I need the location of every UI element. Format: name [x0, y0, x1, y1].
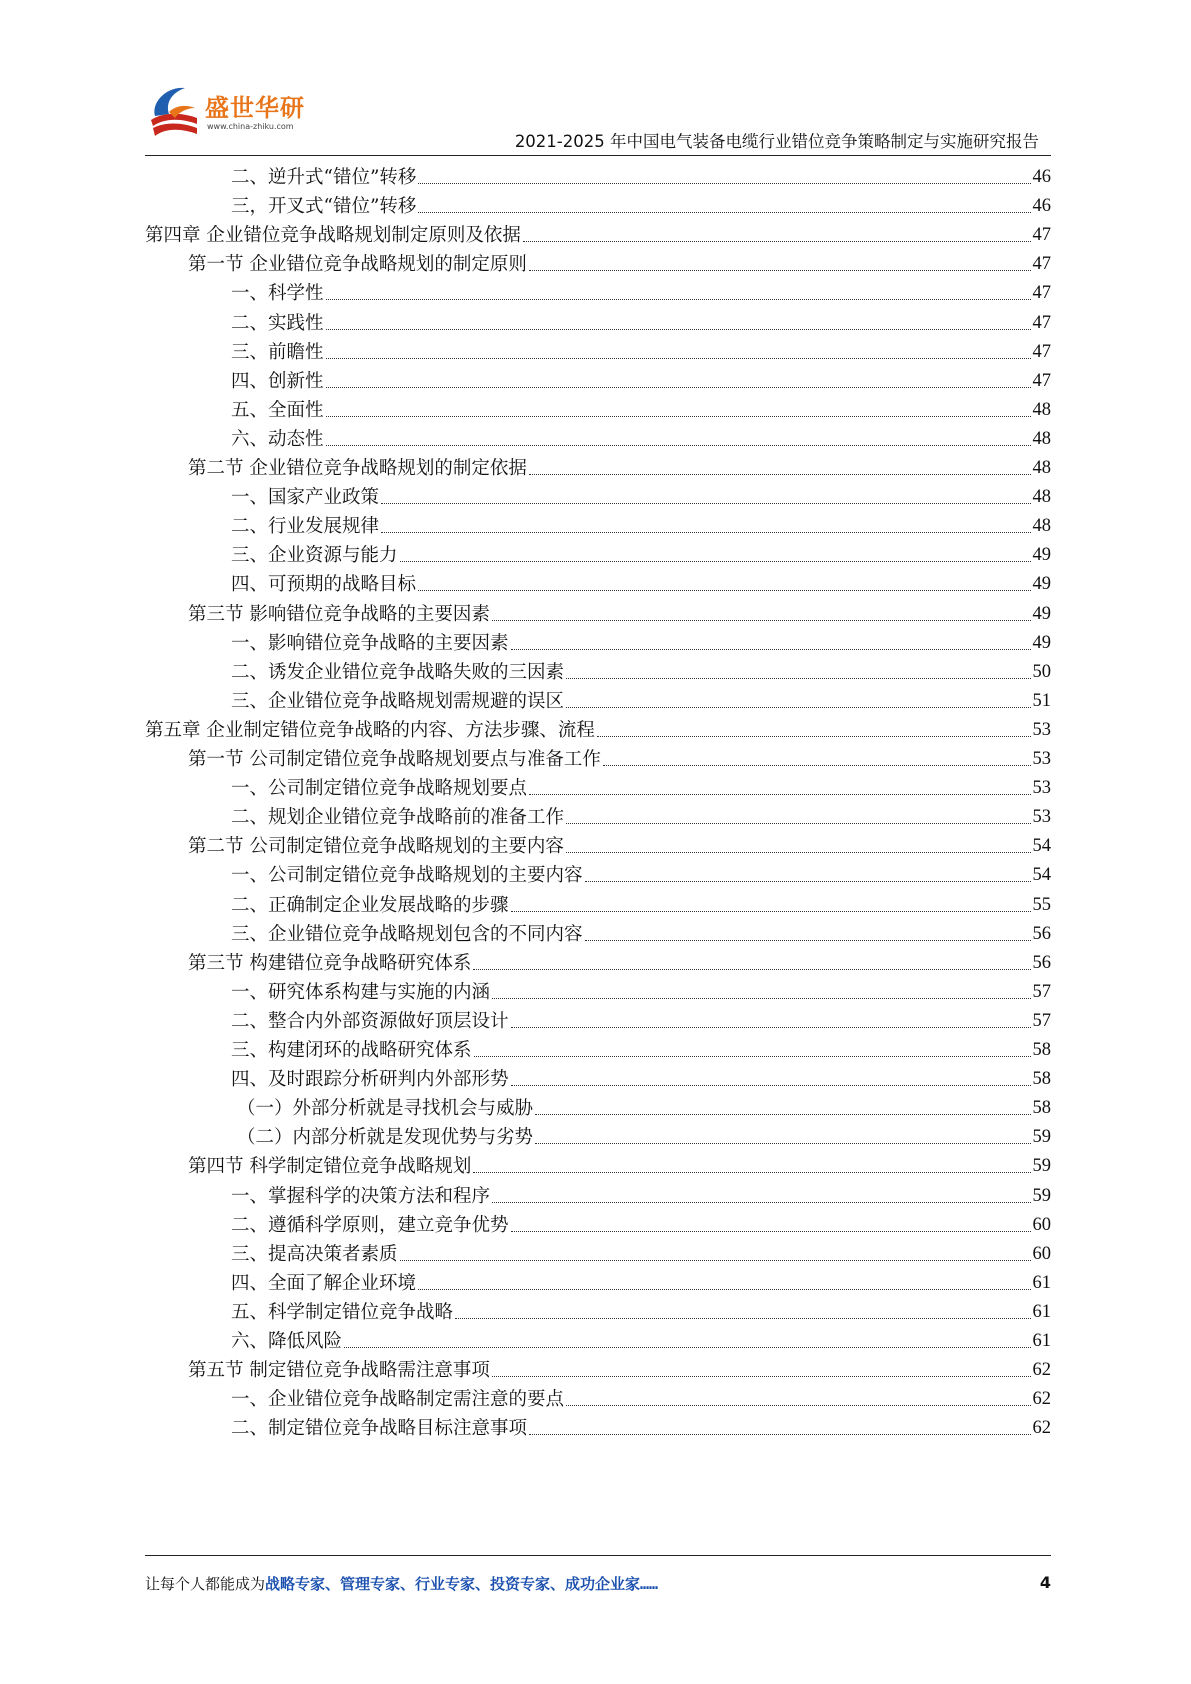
toc-entry[interactable]: [231, 482, 1051, 513]
toc-entry[interactable]: [231, 802, 1051, 833]
toc-entry-title: 第四节 科学制定错位竞争战略规划: [188, 1156, 472, 1178]
toc-entry[interactable]: [231, 424, 1051, 455]
toc-dot-leader: [511, 1231, 1031, 1232]
toc-entry[interactable]: [231, 860, 1051, 891]
toc-dot-leader: [529, 474, 1031, 475]
toc-entry-title: 四、及时跟踪分析研判内外部形势: [231, 1069, 509, 1091]
toc-entry-page: 48: [1032, 487, 1051, 508]
toc-entry-page: 62: [1032, 1360, 1051, 1381]
toc-entry-page: 48: [1032, 399, 1051, 420]
toc-entry-title: 三、企业资源与能力: [231, 545, 398, 567]
toc-entry[interactable]: [231, 1413, 1051, 1444]
toc-entry-page: 60: [1032, 1243, 1051, 1264]
toc-entry-page: 59: [1032, 1127, 1051, 1148]
page-number: 4: [1039, 1573, 1051, 1592]
toc-entry-page: 56: [1032, 952, 1051, 973]
toc-entry[interactable]: [231, 1210, 1051, 1241]
toc-dot-leader: [566, 823, 1030, 824]
toc-entry[interactable]: [231, 1326, 1051, 1357]
toc-entry-page: 49: [1032, 603, 1051, 624]
toc-entry[interactable]: [231, 686, 1051, 717]
toc-entry-title: 第五章 企业制定错位竞争战略的内容、方法步骤、流程: [145, 719, 595, 741]
toc-dot-leader: [455, 1318, 1030, 1319]
toc-entry-title: 一、公司制定错位竞争战略规划要点: [231, 778, 528, 800]
toc-entry[interactable]: [231, 162, 1051, 193]
toc-dot-leader: [511, 1027, 1031, 1028]
toc-entry-page: 48: [1032, 516, 1051, 537]
toc-entry[interactable]: [188, 1355, 1051, 1386]
toc-dot-leader: [535, 1114, 1030, 1115]
toc-dot-leader: [585, 940, 1031, 941]
toc-dot-leader: [326, 416, 1031, 417]
toc-entry-page: 48: [1032, 458, 1051, 478]
toc-entry-page: 51: [1032, 690, 1051, 711]
toc-entry[interactable]: [231, 278, 1051, 309]
toc-entry-page: 53: [1032, 749, 1051, 769]
toc-entry[interactable]: [188, 831, 1051, 862]
toc-entry-title: 第二节 企业错位竞争战略规划的制定依据: [188, 458, 527, 479]
toc-entry-title: 四、全面了解企业环境: [231, 1272, 417, 1294]
toc-entry-title: 二、整合内外部资源做好顶层设计: [231, 1010, 509, 1032]
toc-entry-page: 58: [1032, 1098, 1051, 1119]
toc-entry[interactable]: [231, 628, 1051, 659]
toc-entry[interactable]: [231, 1239, 1051, 1270]
toc-entry[interactable]: [188, 948, 1051, 979]
toc-dot-leader: [326, 445, 1031, 446]
toc-entry[interactable]: [231, 657, 1051, 688]
toc-entry[interactable]: [231, 395, 1051, 426]
toc-dot-leader: [492, 1202, 1030, 1203]
toc-entry[interactable]: [231, 1006, 1051, 1037]
toc-dot-leader: [511, 649, 1031, 650]
report-title: 2021-2025 年中国电气装备电缆行业错位竞争策略制定与实施研究报告: [514, 132, 1039, 151]
toc-entry-page: 48: [1032, 428, 1051, 449]
toc-entry-title: 五、全面性: [231, 399, 324, 421]
toc-entry-page: 47: [1032, 225, 1051, 246]
toc-entry-title: 一、研究体系构建与实施的内涵: [231, 981, 491, 1003]
toc-entry-title: （二）内部分析就是发现优势与劣势: [237, 1127, 534, 1149]
toc-entry-title: 三，开叉式“错位”转移: [231, 196, 417, 218]
toc-entry-page: 58: [1032, 1069, 1051, 1090]
toc-entry-page: 47: [1032, 312, 1051, 333]
toc-dot-leader: [529, 794, 1030, 795]
toc-dot-leader: [400, 561, 1031, 562]
toc-entry[interactable]: [188, 744, 1051, 775]
toc-entry[interactable]: [188, 453, 1051, 484]
toc-entry[interactable]: [231, 1297, 1051, 1328]
toc-entry-title: 第一节 公司制定错位竞争战略规划要点与准备工作: [188, 749, 601, 770]
toc-dot-leader: [566, 1405, 1030, 1406]
toc-entry-page: 55: [1032, 894, 1051, 915]
toc-entry-page: 47: [1032, 283, 1051, 304]
toc-dot-leader: [473, 969, 1030, 970]
toc-dot-leader: [400, 1260, 1031, 1261]
footer-slogan-highlight: 战略专家、管理专家、行业专家、投资专家、成功企业家……: [265, 1575, 659, 1593]
toc-entry-title: 第五节 制定错位竞争战略需注意事项: [188, 1360, 490, 1382]
toc-entry-page: 61: [1032, 1272, 1051, 1293]
toc-entry-page: 49: [1032, 574, 1051, 595]
toc-entry-title: 一、科学性: [231, 283, 324, 305]
logo-url: www.china-zhiku.com: [207, 122, 294, 131]
toc-entry[interactable]: [231, 569, 1051, 600]
toc-entry-title: 三、构建闭环的战略研究体系: [231, 1040, 472, 1061]
header-divider: [145, 155, 1051, 156]
toc-entry-title: 二、正确制定企业发展战略的步骤: [231, 894, 509, 916]
toc-dot-leader: [585, 881, 1031, 882]
toc-entry-title: 二、制定错位竞争战略目标注意事项: [231, 1418, 528, 1440]
toc-entry-title: 六、动态性: [231, 428, 324, 450]
toc-entry-page: 49: [1032, 545, 1051, 566]
toc-dot-leader: [529, 1434, 1030, 1435]
toc-entry-title: 六、降低风险: [231, 1331, 343, 1352]
toc-dot-leader: [523, 241, 1031, 242]
toc-entry-title: 二、行业发展规律: [231, 516, 380, 538]
toc-dot-leader: [344, 1347, 1030, 1348]
toc-entry[interactable]: [231, 337, 1051, 368]
toc-entry-page: 54: [1032, 836, 1051, 857]
toc-entry-title: 第三节 影响错位竞争战略的主要因素: [188, 603, 490, 625]
toc-dot-leader: [326, 329, 1031, 330]
toc-entry-page: 61: [1032, 1301, 1051, 1322]
toc-dot-leader: [566, 852, 1031, 853]
toc-dot-leader: [381, 532, 1030, 533]
toc-dot-leader: [535, 1143, 1030, 1144]
toc-dot-leader: [511, 1085, 1031, 1086]
toc-dot-leader: [529, 270, 1031, 271]
toc-dot-leader: [418, 590, 1030, 591]
toc-entry-title: 二、诱发企业错位竞争战略失败的三因素: [231, 661, 565, 683]
toc-entry-page: 59: [1032, 1156, 1051, 1177]
footer-divider: [145, 1555, 1051, 1556]
toc-entry-title: 三、企业错位竞争战略规划包含的不同内容: [231, 923, 583, 945]
toc-entry-page: 61: [1032, 1331, 1051, 1351]
toc-entry[interactable]: [188, 599, 1051, 630]
toc-dot-leader: [566, 707, 1030, 708]
toc-entry-title: 四、创新性: [231, 370, 324, 392]
toc-entry[interactable]: [231, 191, 1051, 222]
toc-entry-page: 60: [1032, 1214, 1051, 1235]
toc-entry-page: 56: [1032, 923, 1051, 944]
toc-entry[interactable]: [237, 1093, 1051, 1124]
toc-entry-title: 一、公司制定错位竞争战略规划的主要内容: [231, 865, 583, 887]
toc-entry-page: 57: [1032, 1010, 1051, 1031]
toc-entry[interactable]: [231, 1035, 1051, 1066]
toc-entry-title: （一）外部分析就是寻找机会与威胁: [237, 1098, 534, 1120]
toc-dot-leader: [326, 299, 1031, 300]
toc-entry-title: 三、提高决策者素质: [231, 1243, 398, 1265]
toc-entry-page: 58: [1032, 1040, 1051, 1060]
toc-entry-page: 47: [1032, 370, 1051, 391]
toc-entry-page: 46: [1032, 167, 1051, 187]
toc-dot-leader: [326, 358, 1031, 359]
toc-entry-page: 53: [1032, 778, 1051, 799]
toc-entry-page: 49: [1032, 632, 1051, 653]
toc-dot-leader: [492, 998, 1030, 999]
toc-entry-title: 二、逆升式“错位”转移: [231, 167, 417, 188]
toc-entry-page: 54: [1032, 865, 1051, 886]
toc-dot-leader: [603, 765, 1031, 766]
toc-entry-page: 47: [1032, 341, 1051, 362]
toc-entry-title: 二、实践性: [231, 312, 324, 334]
toc-entry-title: 四、可预期的战略目标: [231, 574, 417, 596]
toc-dot-leader: [326, 387, 1031, 388]
logo-name: 盛世华研: [205, 94, 305, 122]
toc-entry-title: 第三节 构建错位竞争战略研究体系: [188, 952, 472, 974]
toc-entry[interactable]: [231, 1384, 1051, 1415]
toc-entry[interactable]: [231, 890, 1051, 921]
toc-entry-page: 62: [1032, 1389, 1051, 1410]
toc-dot-leader: [418, 212, 1030, 213]
toc-dot-leader: [474, 1056, 1031, 1057]
toc-entry-page: 50: [1032, 661, 1051, 682]
toc-entry-page: 57: [1032, 981, 1051, 1002]
toc-entry-title: 三、企业错位竞争战略规划需规避的误区: [231, 690, 565, 712]
toc-entry-title: 第四章 企业错位竞争战略规划制定原则及依据: [145, 225, 521, 247]
toc-dot-leader: [492, 1376, 1031, 1377]
toc-entry[interactable]: [231, 919, 1051, 950]
company-logo: [145, 82, 325, 148]
toc-entry-title: 三、前瞻性: [231, 341, 324, 363]
toc-entry-title: 五、科学制定错位竞争战略: [231, 1301, 454, 1323]
toc-dot-leader: [418, 1289, 1030, 1290]
toc-entry[interactable]: [231, 540, 1051, 571]
toc-entry[interactable]: [231, 1181, 1051, 1212]
page-footer: [145, 1573, 1051, 1603]
toc-entry[interactable]: [231, 1268, 1051, 1299]
toc-entry-page: 53: [1032, 807, 1051, 828]
toc-entry-title: 二、规划企业错位竞争战略前的准备工作: [231, 807, 565, 829]
toc-dot-leader: [492, 620, 1031, 621]
logo-mark-icon: [145, 82, 207, 144]
toc-entry[interactable]: [145, 220, 1051, 251]
toc-entry-page: 59: [1032, 1185, 1051, 1206]
toc-entry-page: 53: [1032, 719, 1051, 740]
toc-entry[interactable]: [231, 773, 1051, 804]
toc-dot-leader: [418, 183, 1030, 184]
toc-entry[interactable]: [231, 308, 1051, 339]
toc-entry[interactable]: [231, 366, 1051, 397]
toc-entry-title: 一、国家产业政策: [231, 487, 380, 509]
toc-entry[interactable]: [231, 1064, 1051, 1095]
toc-entry-title: 第一节 企业错位竞争战略规划的制定原则: [188, 254, 527, 276]
toc-entry[interactable]: [237, 1122, 1051, 1153]
toc-entry-page: 47: [1032, 254, 1051, 275]
toc-entry-title: 一、掌握科学的决策方法和程序: [231, 1185, 491, 1207]
toc-entry[interactable]: [231, 511, 1051, 542]
toc-dot-leader: [473, 1172, 1030, 1173]
toc-entry-page: 62: [1032, 1418, 1051, 1439]
footer-slogan-prefix: 让每个人都能成为: [145, 1575, 266, 1593]
toc-entry-page: 46: [1032, 196, 1051, 217]
toc-dot-leader: [511, 911, 1031, 912]
toc-dot-leader: [381, 503, 1030, 504]
toc-dot-leader: [566, 678, 1030, 679]
toc-entry-title: 一、企业错位竞争战略制定需注意的要点: [231, 1389, 565, 1411]
toc-entry[interactable]: [231, 977, 1051, 1008]
toc-entry[interactable]: [145, 715, 1051, 746]
toc-entry-title: 第二节 公司制定错位竞争战略规划的主要内容: [188, 836, 564, 858]
toc-entry-title: 二、遵循科学原则，建立竞争优势: [231, 1214, 509, 1236]
toc-dot-leader: [597, 736, 1031, 737]
toc-entry[interactable]: [188, 249, 1051, 280]
page-header: [0, 0, 1191, 150]
toc-entry-title: 一、影响错位竞争战略的主要因素: [231, 632, 509, 654]
toc-entry[interactable]: [188, 1151, 1051, 1182]
